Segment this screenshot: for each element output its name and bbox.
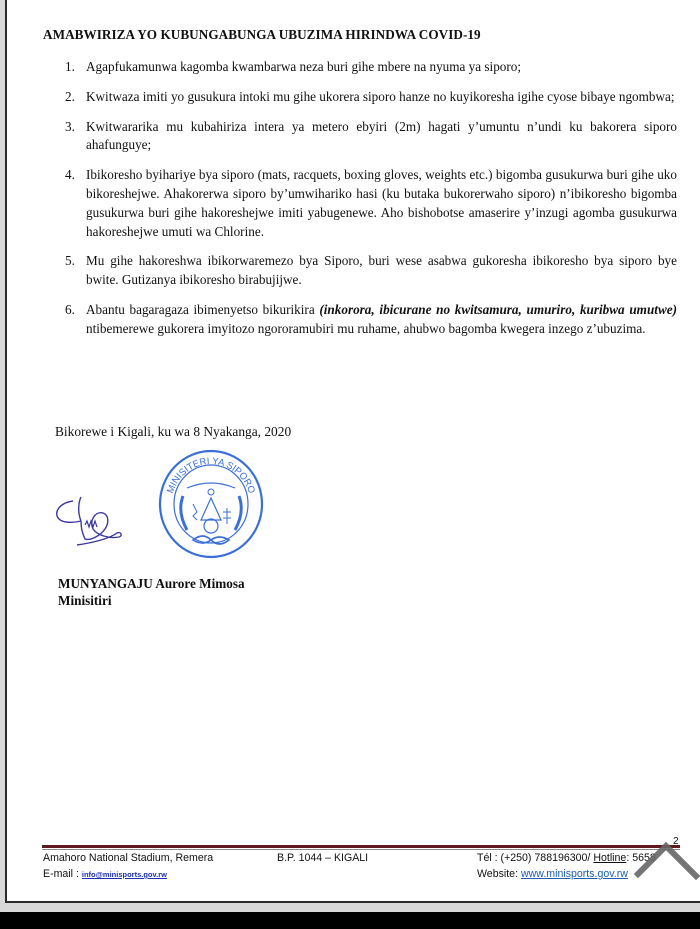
footer-website-line — [477, 868, 628, 880]
rule-number: 6. — [65, 301, 75, 317]
chevron-up-icon[interactable] — [630, 836, 700, 880]
footer-po-box: B.P. 1044 – KIGALI — [277, 852, 369, 864]
rule-text: Mu gihe hakoreshwa ibikorwaremezo bya Siporo, buri wese asabwa gukoresha ibikoresho bya siporo bye bwite. Gutizanya ibikoresho birabujijwe. — [86, 253, 677, 288]
website-link[interactable]: www.minisports.gov.rw — [520, 868, 628, 880]
rule-number: 5. — [65, 253, 75, 269]
rule-item — [39, 166, 677, 241]
footer-address: Amahoro National Stadium, Remera — [43, 852, 214, 864]
tel-label: Tél : (+250) 788196300/ — [477, 852, 594, 864]
document-page — [5, 0, 700, 903]
signature-image — [51, 495, 131, 550]
footer-divider-thin — [42, 849, 680, 850]
rule-number: 3. — [65, 118, 75, 134]
email-label: E-mail : — [43, 868, 82, 880]
rule-text: Ibikoresho byihariye bya siporo (mats, racquets, boxing gloves, weights etc.) bigomba gusukurwa buri gihe uko bikoreshejwe. Ahakorerwa siporo by’umwihariko hasi (ku butaka bukorerwaho siporo) n’ibikoresho bigomba gusukurwa buri gihe hakoreshejwe imiti yabugenewe. Aho bishobotse amaserire y’inzugi agomba gusukurwa hakoreshejwe umuti wa Chlorine. — [86, 167, 677, 239]
rule-item — [39, 301, 677, 339]
rule-item — [39, 118, 677, 156]
seal-text: MINISITERI YA SIPORO — [165, 455, 257, 495]
signer-name: MUNYANGAJU Aurore Mimosa — [58, 576, 245, 591]
ministry-seal — [157, 448, 265, 560]
rule-text-emphasis: (inkorora, ibicurane no kwitsamura, umuriro, kuribwa umutwe) — [319, 301, 677, 317]
hotline-value: : 5658 — [626, 852, 656, 864]
footer-phone-line — [477, 852, 656, 864]
rule-text-before: Abantu bagaragaza ibimenyetso bikurikira — [86, 301, 320, 317]
footer-email-line — [43, 868, 167, 880]
rule-item — [39, 58, 677, 77]
rule-text: Kwitwararika mu kubahiriza intera ya metero ebyiri (2m) hagati y’umuntu n’undi ku bakorera siporo ahafunguye; — [86, 118, 677, 153]
website-label: Website: — [477, 868, 521, 880]
page-number: 2 — [673, 836, 679, 847]
rule-item — [39, 252, 677, 290]
signer-title: Minisitiri — [58, 593, 112, 608]
document-title: AMABWIRIZA YO KUBUNGABUNGA UBUZIMA HIRINDWA COVID-19 — [43, 27, 481, 42]
rule-text: Kwitwaza imiti yo gusukura intoki mu gihe ukorera siporo hanze no kuyikoresha igihe cyose bibaye ngombwa; — [86, 88, 675, 104]
email-link[interactable]: info@minisports.gov.rw — [81, 870, 167, 879]
hotline-label: Hotline — [593, 852, 627, 864]
rule-number: 1. — [65, 59, 75, 74]
rule-text: Agapfukamunwa kagomba kwambarwa neza buri gihe mbere na nyuma ya siporo; — [86, 59, 522, 74]
footer-divider — [42, 845, 680, 848]
rule-item — [39, 88, 677, 107]
place-and-date: Bikorewe i Kigali, ku wa 8 Nyakanga, 2020 — [55, 424, 292, 439]
rules-list — [39, 58, 677, 350]
rule-text-after: ntibemerewe gukorera imyitozo ngororamubiri mu ruhame, ahubwo bagomba kwegera inzego z’ubuzima. — [86, 320, 646, 336]
rule-number: 4. — [65, 167, 75, 183]
rule-number: 2. — [65, 88, 75, 104]
